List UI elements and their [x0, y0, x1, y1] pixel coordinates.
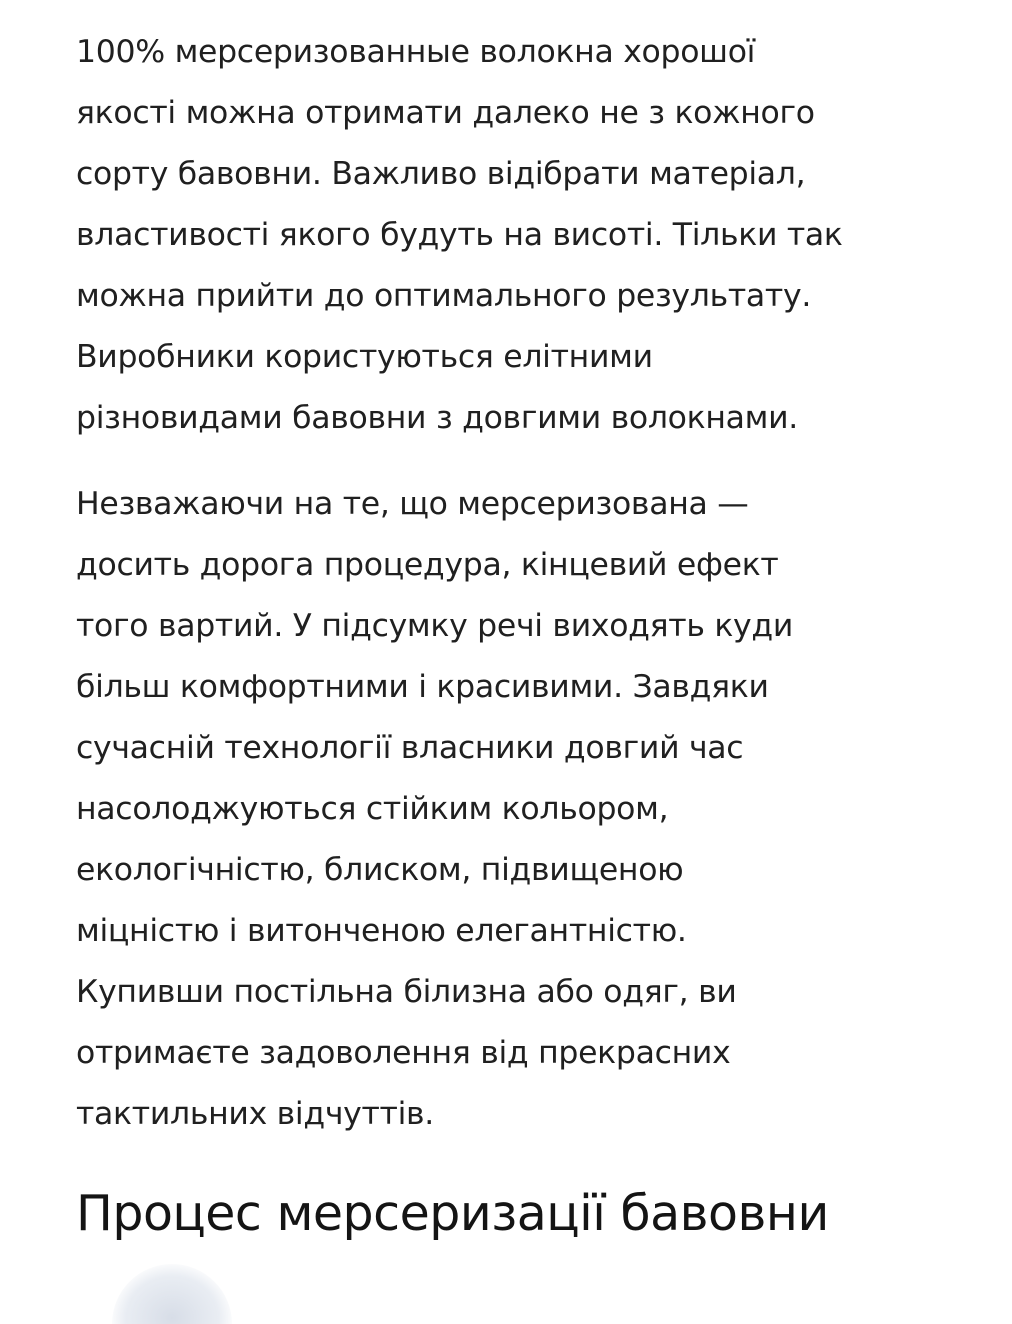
paragraph-line: можна прийти до оптимального результату.	[76, 278, 812, 314]
paragraph-line: досить дорога процедура, кінцевий ефект	[76, 547, 779, 583]
paragraph-line: 100% мерсеризованные волокна хорошої	[76, 34, 756, 70]
paragraph-line: більш комфортними і красивими. Завдяки	[76, 669, 769, 705]
paragraph-line: міцністю і витонченою елегантністю.	[76, 913, 687, 949]
paragraph-line: насолоджуються стійким кольором,	[76, 791, 669, 827]
paragraph-line: Незважаючи на те, що мерсеризована —	[76, 486, 749, 522]
paragraph-line: якості можна отримати далеко не з кожного	[76, 95, 815, 131]
paragraph-line: Купивши постільна білизна або одяг, ви	[76, 974, 737, 1010]
article-body	[76, 22, 976, 1249]
paragraph-cotton-quality	[76, 22, 976, 449]
paragraph-line: властивості якого будуть на висоті. Тільки так	[76, 217, 843, 253]
paragraph-mercerization-benefits	[76, 474, 976, 1145]
paragraph-line: сучасній технології власники довгий час	[76, 730, 744, 766]
image-preview-edge	[112, 1264, 232, 1324]
section-heading: Процес мерсеризації бавовни	[76, 1185, 829, 1242]
paragraph-line: екологічністю, блиском, підвищеною	[76, 852, 684, 888]
paragraph-line: того вартий. У підсумку речі виходять куди	[76, 608, 794, 644]
paragraph-line: сорту бавовни. Важливо відібрати матеріал,	[76, 156, 806, 192]
paragraph-line: отримаєте задоволення від прекрасних	[76, 1035, 731, 1071]
paragraph-line: тактильних відчуттів.	[76, 1096, 434, 1132]
paragraph-line: Виробники користуються елітними	[76, 339, 653, 375]
paragraph-line: різновидами бавовни з довгими волокнами.	[76, 400, 799, 436]
